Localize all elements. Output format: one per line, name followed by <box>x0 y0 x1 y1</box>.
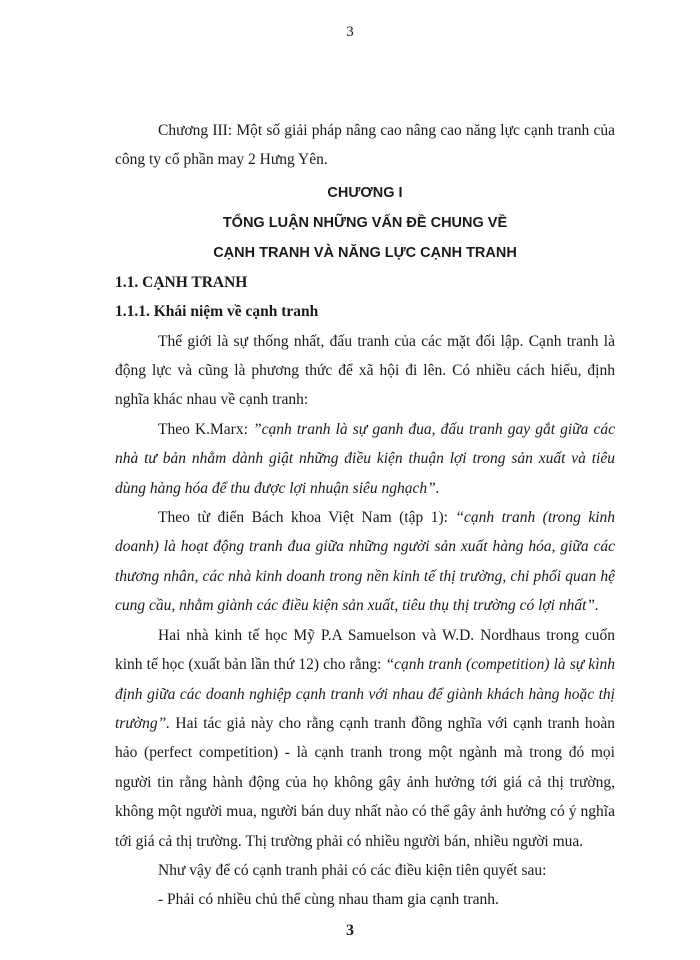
footer-page-number: 3 <box>346 922 354 939</box>
intro-paragraph: Chương III: Một số giải pháp nâng cao nâng cao năng lực cạnh tranh của công ty cổ phần may 2 Hưng Yên. <box>115 122 615 169</box>
paragraph-5: Như vậy để có cạnh tranh phải có các điều kiện tiên quyết sau: <box>158 861 547 879</box>
paragraph-4 <box>115 621 615 856</box>
chapter-label: CHƯƠNG I <box>327 184 403 201</box>
chapter-title-line1: TỔNG LUẬN NHỮNG VẤN ĐỀ CHUNG VỀ <box>222 214 508 231</box>
paragraph-4-lead: Hai nhà kinh tế học Mỹ P.A Samuelson và W.D. Nordhaus trong cuốn kinh tế học (xuất bản lần thứ 12) cho rằng: <box>115 626 615 674</box>
paragraph-2-lead: Theo K.Marx: <box>158 420 254 438</box>
paragraph-6: - Phải có nhiều chủ thể cùng nhau tham gia cạnh tranh. <box>158 891 499 909</box>
paragraph-3 <box>115 503 615 621</box>
chapter-title-line2: CẠNH TRANH VÀ NĂNG LỰC CẠNH TRANH <box>213 244 517 261</box>
paragraph-4-quote: “cạnh tranh (competition) là sự kình định giữa các doanh nghiệp cạnh tranh với nhau để giành khách hàng hoặc thị trường”. <box>115 656 615 732</box>
paragraph-2-quote: ”cạnh tranh là sự ganh đua, đấu tranh gay gắt giữa các nhà tư bản nhằm dành giật những điều kiện thuận lợi trong sản xuất và tiêu dùng hàng hóa để thu được lợi nhuận siêu nghạch”. <box>115 420 615 497</box>
paragraph-3-lead: Theo từ điển Bách khoa Việt Nam (tập 1): <box>158 509 456 527</box>
paragraph-1: Thế giới là sự thống nhất, đấu tranh của các mặt đối lập. Cạnh tranh là động lực và cũng là phương thức để xã hội đi lên. Có nhiều cách hiểu, định nghĩa khác nhau về cạnh tranh: <box>115 332 615 409</box>
paragraph-4-rest: Hai tác giả này cho rằng cạnh tranh đồng nghĩa với cạnh tranh hoàn hảo (perfect competition) - là cạnh tranh trong một ngành mà trong đó mọi người tin rằng hành động của họ không gây ảnh hưởng tới giá cả thị trường, không một người mua, người bán duy nhất nào có thể gây ảnh hưởng có ý nghĩa tới giá cả thị trường. Thị trường phải có nhiều người bán, nhiều người mua. <box>115 714 615 850</box>
section-heading: 1.1. CẠNH TRANH <box>115 273 248 291</box>
header-page-number: 3 <box>346 24 354 40</box>
paragraph-2 <box>115 415 615 503</box>
page-content <box>115 116 615 915</box>
subsection-heading: 1.1.1. Khái niệm về cạnh tranh <box>115 303 319 321</box>
paragraph-3-quote: “cạnh tranh (trong kinh doanh) là hoạt động tranh đua giữa những người sản xuất hàng hóa, giữa các thương nhân, các nhà kinh doanh trong nền kinh tế thị trường, chi phối quan hệ cung cầu, nhằm giành các điều kiện sản xuất, tiêu thụ thị trường có lợi nhất”. <box>115 509 616 615</box>
